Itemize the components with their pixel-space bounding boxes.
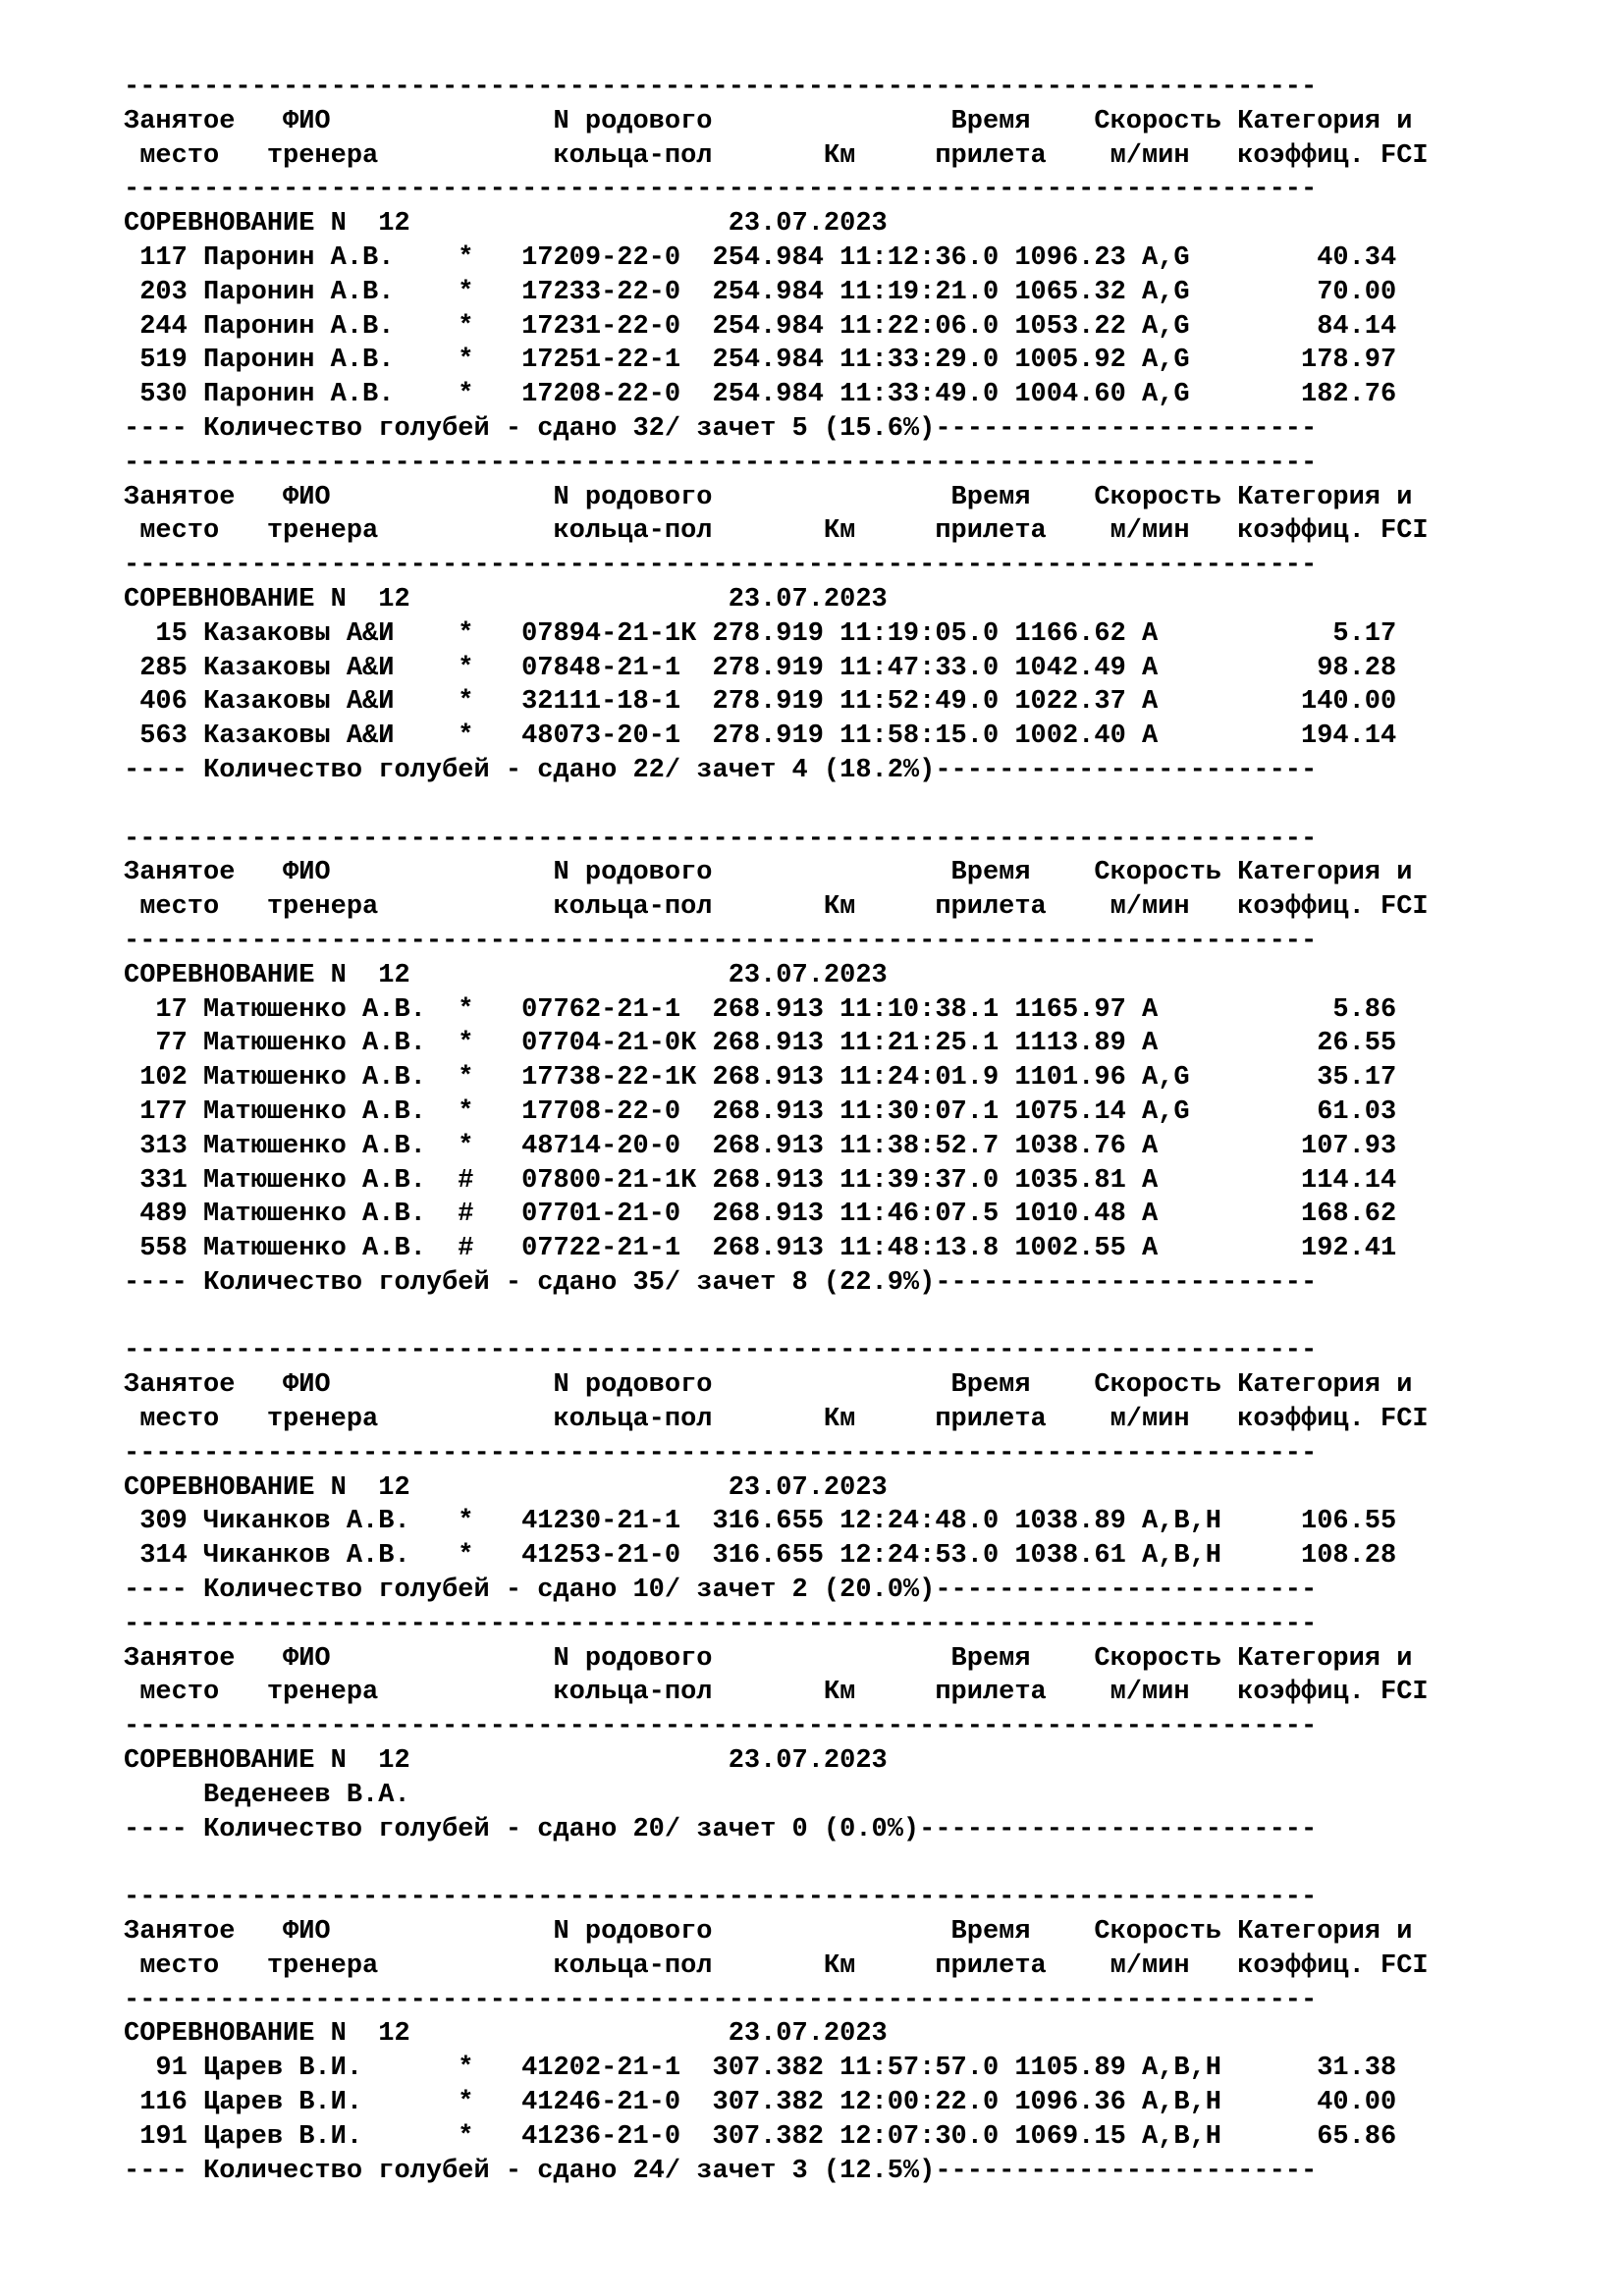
result-row: 244 Паронин А.В. * 17231-22-0 254.984 11:22:06.0 1053.22 A,G 84.14 xyxy=(124,311,1397,342)
column-header-line: Занятое ФИО N родового Время Скорость Категория и xyxy=(124,1917,1413,1948)
competition-line: СОРЕВНОВАНИЕ N 12 23.07.2023 xyxy=(124,209,888,240)
result-row: 489 Матюшенко А.В. # 07701-21-0 268.913 11:46:07.5 1010.48 A 168.62 xyxy=(124,1200,1397,1230)
summary-line: ---- Количество голубей - сдано 32/ зачет 5 (15.6%)------------------------ xyxy=(124,413,1318,444)
fancier-name-line: Веденеев В.А. xyxy=(124,1780,410,1810)
summary-line: ---- Количество голубей - сдано 35/ зачет 8 (22.9%)------------------------ xyxy=(124,1267,1318,1298)
summary-line: ---- Количество голубей - сдано 24/ зачет 3 (12.5%)------------------------ xyxy=(124,2156,1318,2186)
column-header-line: место тренера кольца-пол Км прилета м/мин коэффиц. FCI xyxy=(124,516,1429,547)
competition-line: СОРЕВНОВАНИЕ N 12 23.07.2023 xyxy=(124,1472,888,1503)
result-row: 313 Матюшенко А.В. * 48714-20-0 268.913 11:38:52.7 1038.76 A 107.93 xyxy=(124,1131,1397,1161)
race-results-report xyxy=(124,71,1597,2188)
result-row: 77 Матюшенко А.В. * 07704-21-0К 268.913 11:21:25.1 1113.89 A 26.55 xyxy=(124,1029,1397,1059)
result-row: 519 Паронин А.В. * 17251-22-1 254.984 11:33:29.0 1005.92 A,G 178.97 xyxy=(124,346,1397,376)
result-row: 15 Казаковы А&И * 07894-21-1К 278.919 11:19:05.0 1166.62 A 5.17 xyxy=(124,618,1397,649)
result-section xyxy=(124,788,1597,1301)
column-header-line: Занятое ФИО N родового Время Скорость Категория и xyxy=(124,482,1413,512)
result-section xyxy=(124,1301,1597,1608)
result-row: 314 Чиканков А.В. * 41253-21-0 316.655 12:24:53.0 1038.61 A,B,H 108.28 xyxy=(124,1541,1397,1572)
column-header-line: Занятое ФИО N родового Время Скорость Категория и xyxy=(124,106,1413,136)
result-row: 91 Царев В.И. * 41202-21-1 307.382 11:57:57.0 1105.89 A,B,H 31.38 xyxy=(124,2054,1397,2084)
result-row: 177 Матюшенко А.В. * 17708-22-0 268.913 11:30:07.1 1075.14 A,G 61.03 xyxy=(124,1096,1397,1127)
result-row: 203 Паронин А.В. * 17233-22-0 254.984 11:19:21.0 1065.32 A,G 70.00 xyxy=(124,277,1397,307)
competition-line: СОРЕВНОВАНИЕ N 12 23.07.2023 xyxy=(124,584,888,614)
result-row: 17 Матюшенко А.В. * 07762-21-1 268.913 11:10:38.1 1165.97 A 5.86 xyxy=(124,994,1397,1025)
result-row: 116 Царев В.И. * 41246-21-0 307.382 12:00:22.0 1096.36 A,B,H 40.00 xyxy=(124,2088,1397,2118)
separator-line: --------------------------------------------------------------------------- xyxy=(124,1985,1318,2015)
result-row: 191 Царев В.И. * 41236-21-0 307.382 12:07:30.0 1069.15 A,B,H 65.86 xyxy=(124,2121,1397,2152)
result-row: 285 Казаковы А&И * 07848-21-1 278.919 11:47:33.0 1042.49 A 98.28 xyxy=(124,653,1397,683)
separator-line: --------------------------------------------------------------------------- xyxy=(124,73,1318,102)
competition-line: СОРЕВНОВАНИЕ N 12 23.07.2023 xyxy=(124,960,888,990)
blank-line xyxy=(124,1846,1597,1881)
column-header-line: Занятое ФИО N родового Время Скорость Категория и xyxy=(124,1370,1413,1401)
separator-line: --------------------------------------------------------------------------- xyxy=(124,1336,1318,1366)
result-section xyxy=(124,447,1597,788)
result-row: 102 Матюшенко А.В. * 17738-22-1К 268.913 11:24:01.9 1101.96 A,G 35.17 xyxy=(124,1063,1397,1094)
column-header-line: место тренера кольца-пол Км прилета м/мин коэффиц. FCI xyxy=(124,1950,1429,1981)
separator-line: --------------------------------------------------------------------------- xyxy=(124,1609,1318,1639)
summary-line: ---- Количество голубей - сдано 10/ зачет 2 (20.0%)------------------------ xyxy=(124,1575,1318,1606)
column-header-line: Занятое ФИО N родового Время Скорость Категория и xyxy=(124,858,1413,888)
blank-line xyxy=(124,788,1597,823)
competition-line: СОРЕВНОВАНИЕ N 12 23.07.2023 xyxy=(124,2019,888,2050)
result-section xyxy=(124,71,1597,447)
result-row: 563 Казаковы А&И * 48073-20-1 278.919 11:58:15.0 1002.40 A 194.14 xyxy=(124,721,1397,752)
result-section xyxy=(124,1608,1597,1847)
separator-line: --------------------------------------------------------------------------- xyxy=(124,175,1318,205)
separator-line: --------------------------------------------------------------------------- xyxy=(124,551,1318,581)
column-header-line: место тренера кольца-пол Км прилета м/мин коэффиц. FCI xyxy=(124,140,1429,171)
result-row: 331 Матюшенко А.В. # 07800-21-1К 268.913 11:39:37.0 1035.81 A 114.14 xyxy=(124,1165,1397,1196)
result-row: 117 Паронин А.В. * 17209-22-0 254.984 11:12:36.0 1096.23 A,G 40.34 xyxy=(124,242,1397,273)
result-row: 309 Чиканков А.В. * 41230-21-1 316.655 12:24:48.0 1038.89 A,B,H 106.55 xyxy=(124,1507,1397,1537)
summary-line: ---- Количество голубей - сдано 20/ зачет 0 (0.0%)------------------------- xyxy=(124,1814,1318,1844)
result-row: 558 Матюшенко А.В. # 07722-21-1 268.913 11:48:13.8 1002.55 A 192.41 xyxy=(124,1234,1397,1264)
competition-line: СОРЕВНОВАНИЕ N 12 23.07.2023 xyxy=(124,1746,888,1777)
separator-line: --------------------------------------------------------------------------- xyxy=(124,926,1318,956)
separator-line: --------------------------------------------------------------------------- xyxy=(124,1712,1318,1742)
separator-line: --------------------------------------------------------------------------- xyxy=(124,448,1318,478)
result-row: 530 Паронин А.В. * 17208-22-0 254.984 11:33:49.0 1004.60 A,G 182.76 xyxy=(124,380,1397,410)
blank-line xyxy=(124,1301,1597,1335)
column-header-line: место тренера кольца-пол Км прилета м/мин коэффиц. FCI xyxy=(124,892,1429,923)
result-section xyxy=(124,1846,1597,2188)
result-row: 406 Казаковы А&И * 32111-18-1 278.919 11:52:49.0 1022.37 A 140.00 xyxy=(124,687,1397,718)
separator-line: --------------------------------------------------------------------------- xyxy=(124,1883,1318,1913)
column-header-line: место тренера кольца-пол Км прилета м/мин коэффиц. FCI xyxy=(124,1405,1429,1435)
separator-line: --------------------------------------------------------------------------- xyxy=(124,1438,1318,1468)
column-header-line: Занятое ФИО N родового Время Скорость Категория и xyxy=(124,1643,1413,1674)
column-header-line: место тренера кольца-пол Км прилета м/мин коэффиц. FCI xyxy=(124,1678,1429,1708)
summary-line: ---- Количество голубей - сдано 22/ зачет 4 (18.2%)------------------------ xyxy=(124,755,1318,785)
separator-line: --------------------------------------------------------------------------- xyxy=(124,824,1318,854)
